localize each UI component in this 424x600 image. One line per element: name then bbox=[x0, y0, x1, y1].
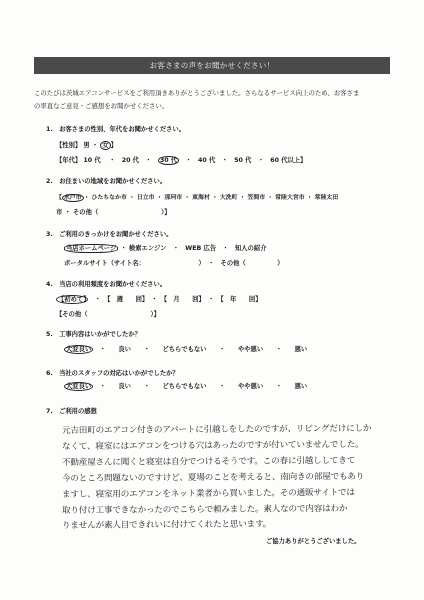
q1-gender-end: 】 bbox=[110, 142, 117, 149]
q4-rest: ・ 【 週 回】 ・ 【 月 回】 ・ 【 年 回】 bbox=[88, 296, 262, 303]
q2-options bbox=[56, 192, 338, 201]
q6-title: 6. 当社のスタッフの対応はいかがでしたか？ bbox=[46, 370, 179, 377]
q1-gender bbox=[56, 140, 117, 149]
q5-options bbox=[64, 344, 307, 353]
handwritten-line: 今のところ問題ないのですけど、夏場のことを考えると、南向きの部屋でもあり bbox=[61, 471, 365, 484]
q6-rest: ・ 良い ・ どちらでもない ・ やや悪い ・ 悪い bbox=[93, 383, 308, 390]
thanks-text: ご協力ありがとうございました。 bbox=[266, 538, 361, 545]
handwritten-line: なくて、寝室にはエアコンをつける穴はあったのですが付いていませんでした。 bbox=[61, 439, 364, 452]
q2-rest: ・ ひたちなか市 ・ 日立市 ・ 那珂市 ・ 東海村 ・ 大洗町 ・ 笠間市 ・ 常陸大宮市 ・ 常陸太田 bbox=[83, 195, 339, 201]
q5-rest: ・ 良い ・ どちらでもない ・ やや悪い ・ 悪い bbox=[93, 346, 308, 353]
q1-age-rest: ・ 40 代 ・ 50 代 ・ 60 代以上】 bbox=[179, 157, 307, 164]
q1-age-selected: 30 代 bbox=[159, 157, 178, 164]
q1-gender-selected: 女 bbox=[102, 142, 109, 149]
q2-selected: 水戸市 bbox=[63, 195, 82, 201]
handwritten-line: 取り付け工事できなかったのでこちらで頼みました。素人なので内容はわか bbox=[61, 504, 348, 516]
q5-selected: 大変良い bbox=[66, 346, 92, 353]
handwritten-line: りませんが素人目できれいに付けてくれたと思います。 bbox=[61, 519, 272, 531]
q1-gender-label: 【性別】 男 ・ bbox=[56, 142, 101, 149]
q6-options bbox=[64, 381, 307, 390]
q4-options bbox=[56, 294, 262, 303]
q4-title: 4. 当店の利用頻度をお聞かせください。 bbox=[46, 281, 167, 288]
intro-line: このたびは茨城エアコンサービスをご利用頂きありがとうございました。さらなるサービス向上のため、お客さま bbox=[34, 89, 360, 97]
q3-title: 3. ご利用のきっかけをお聞かせください。 bbox=[46, 231, 173, 238]
q1-age bbox=[56, 155, 306, 164]
q3-selected: 当店ホームページ bbox=[66, 245, 117, 252]
q3-portal: ポータルサイト（サイト名： ） ・ その他（ ） bbox=[64, 260, 284, 267]
page-banner: お客さまの声をお聞かせください！ bbox=[34, 57, 390, 74]
q2-title: 2. お住まいの地域をお聞かせください。 bbox=[46, 178, 167, 185]
q1-age-label: 【年代】 10 代 ・ 20 代 ・ bbox=[56, 157, 158, 164]
intro-line: の率直なご意見・ご感想をお聞かせください。 bbox=[34, 101, 169, 110]
q3-options bbox=[64, 243, 267, 252]
q4-other: 【その他（ ）】 bbox=[56, 311, 160, 318]
q1-title: 1. お客さまの性別、年代をお聞かせください。 bbox=[46, 126, 186, 133]
q4-selected: 【初めて】 bbox=[58, 296, 87, 303]
q2-bracket: 【 bbox=[56, 195, 62, 201]
handwritten-line: ますし、寝室用のエアコンをネット業者から買いました。その通販サイトでは bbox=[61, 487, 355, 500]
q5-title: 5. 工事内容はいかがでしたか？ bbox=[46, 331, 141, 338]
handwritten-line: 不動産屋さんに聞くと寝室は自分でつけるそうです。この春に引越ししてきて bbox=[61, 455, 356, 468]
intro-text bbox=[34, 87, 394, 112]
q3-rest: ・ 検索エンジン ・ WEB 広告 ・ 知人の紹介 bbox=[118, 245, 267, 252]
q7-title: 7. ご利用の感想 bbox=[46, 408, 97, 415]
q6-selected: 大変良い bbox=[66, 383, 92, 390]
q2-other: 市 ・ その他（ ）】 bbox=[56, 209, 171, 216]
handwritten-line: 元吉田町のエアコン付きのアパートに引越しをしたのですが、リビングだけにしか bbox=[61, 423, 372, 436]
